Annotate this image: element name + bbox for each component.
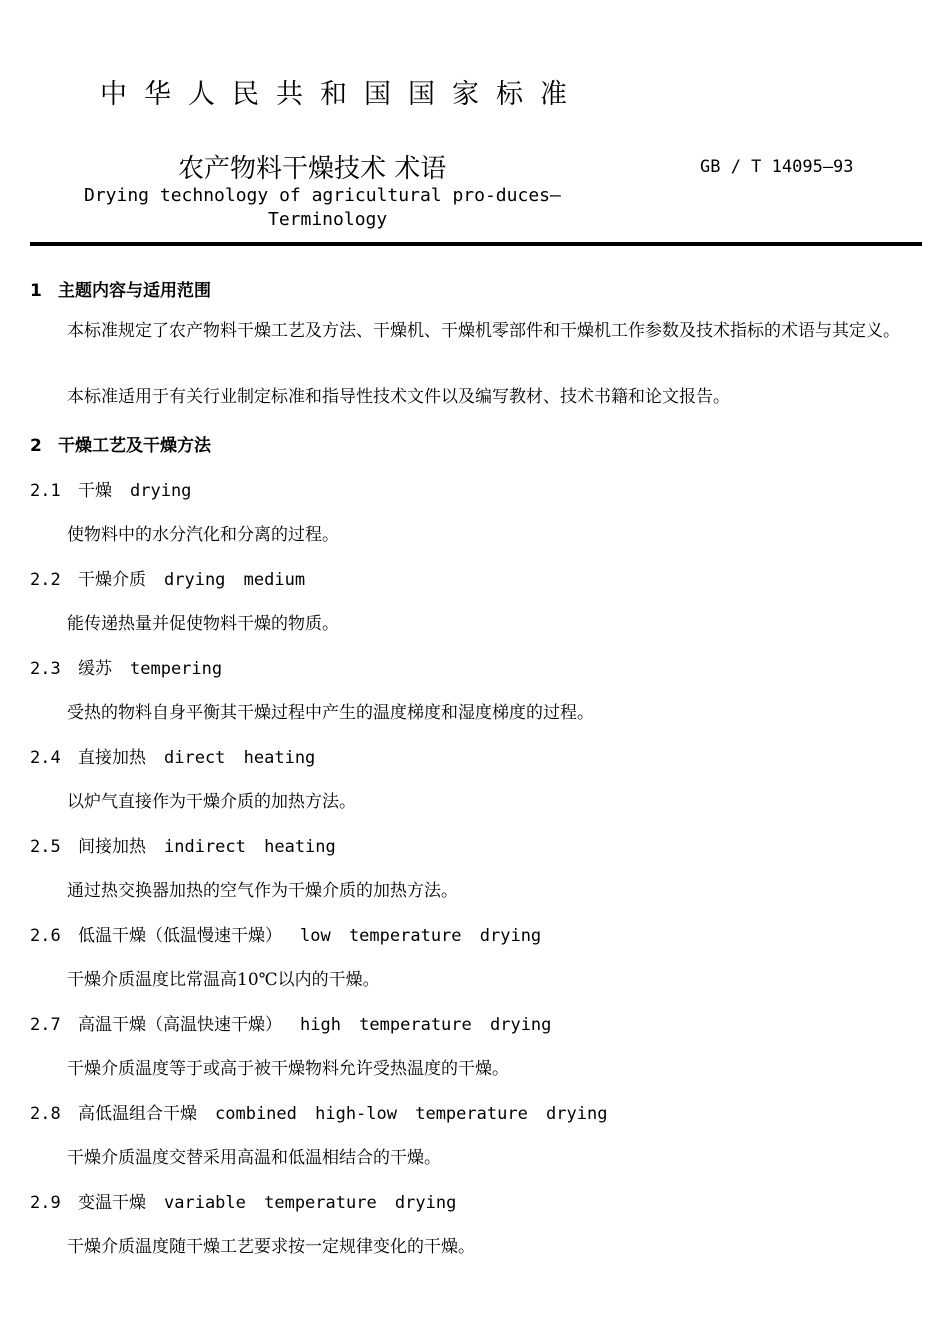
term-english: drying (130, 481, 192, 501)
term-number: 2.6 (30, 926, 61, 946)
term-english: combined high-low temperature drying (215, 1104, 608, 1124)
title-english-line-2: Terminology (268, 209, 388, 230)
term-definition: 干燥介质温度交替采用高温和低温相结合的干燥。 (67, 1148, 441, 1168)
section-number: 1 (30, 281, 42, 301)
term-entry (30, 743, 315, 768)
term-chinese: 低温干燥（低温慢速干燥） (78, 926, 282, 946)
term-entry (30, 832, 336, 857)
term-entry (30, 1010, 551, 1035)
term-definition: 受热的物料自身平衡其干燥过程中产生的温度梯度和湿度梯度的过程。 (67, 703, 594, 723)
term-english: tempering (130, 659, 223, 679)
term-number: 2.2 (30, 570, 61, 590)
term-chinese: 变温干燥 (78, 1193, 146, 1213)
term-number: 2.4 (30, 748, 61, 768)
term-number: 2.1 (30, 481, 61, 501)
term-entry (30, 654, 222, 679)
national-standard-heading: 中华人民共和国国家标准 (100, 79, 584, 110)
term-chinese: 干燥 (78, 481, 112, 501)
term-definition: 干燥介质温度等于或高于被干燥物料允许受热温度的干燥。 (67, 1059, 509, 1079)
term-chinese: 高温干燥（高温快速干燥） (78, 1015, 282, 1035)
term-definition: 使物料中的水分汽化和分离的过程。 (67, 525, 339, 545)
term-entry (30, 476, 191, 501)
term-number: 2.9 (30, 1193, 61, 1213)
term-english: drying medium (164, 570, 306, 590)
section-1-paragraph-1: 本标准规定了农产物料干燥工艺及方法、干燥机、干燥机零部件和干燥机工作参数及技术指标的术语与其定义。 (67, 321, 900, 341)
header-divider (30, 242, 922, 246)
term-definition: 干燥介质温度比常温高10℃以内的干燥。 (67, 970, 380, 990)
section-number: 2 (30, 436, 42, 456)
term-english: variable temperature drying (164, 1193, 457, 1213)
standard-number: GB / T 14095—93 (700, 157, 854, 177)
term-number: 2.7 (30, 1015, 61, 1035)
section-title: 主题内容与适用范围 (58, 281, 211, 301)
term-entry (30, 1099, 607, 1124)
standard-title-chinese: 农产物料干燥技术 术语 (178, 154, 447, 184)
term-entry (30, 921, 541, 946)
term-entry (30, 1188, 456, 1213)
term-definition: 干燥介质温度随干燥工艺要求按一定规律变化的干燥。 (67, 1237, 475, 1257)
section-heading-2 (30, 431, 211, 456)
standard-title-english (84, 184, 561, 232)
term-number: 2.8 (30, 1104, 61, 1124)
title-english-line-1: Drying technology of agricultural pro-duces— (84, 185, 561, 206)
term-definition: 以炉气直接作为干燥介质的加热方法。 (67, 792, 356, 812)
term-english: indirect heating (164, 837, 336, 857)
term-definition: 通过热交换器加热的空气作为干燥介质的加热方法。 (67, 881, 458, 901)
section-1-paragraph-2: 本标准适用于有关行业制定标准和指导性技术文件以及编写教材、技术书籍和论文报告。 (67, 387, 730, 407)
term-chinese: 缓苏 (78, 659, 112, 679)
term-definition: 能传递热量并促使物料干燥的物质。 (67, 614, 339, 634)
term-number: 2.5 (30, 837, 61, 857)
term-entry (30, 565, 305, 590)
term-chinese: 间接加热 (78, 837, 146, 857)
term-number: 2.3 (30, 659, 61, 679)
section-title: 干燥工艺及干燥方法 (58, 436, 211, 456)
term-english: high temperature drying (300, 1015, 552, 1035)
term-english: low temperature drying (300, 926, 542, 946)
term-english: direct heating (164, 748, 316, 768)
term-chinese: 高低温组合干燥 (78, 1104, 197, 1124)
term-chinese: 直接加热 (78, 748, 146, 768)
section-heading-1 (30, 276, 211, 301)
term-chinese: 干燥介质 (78, 570, 146, 590)
